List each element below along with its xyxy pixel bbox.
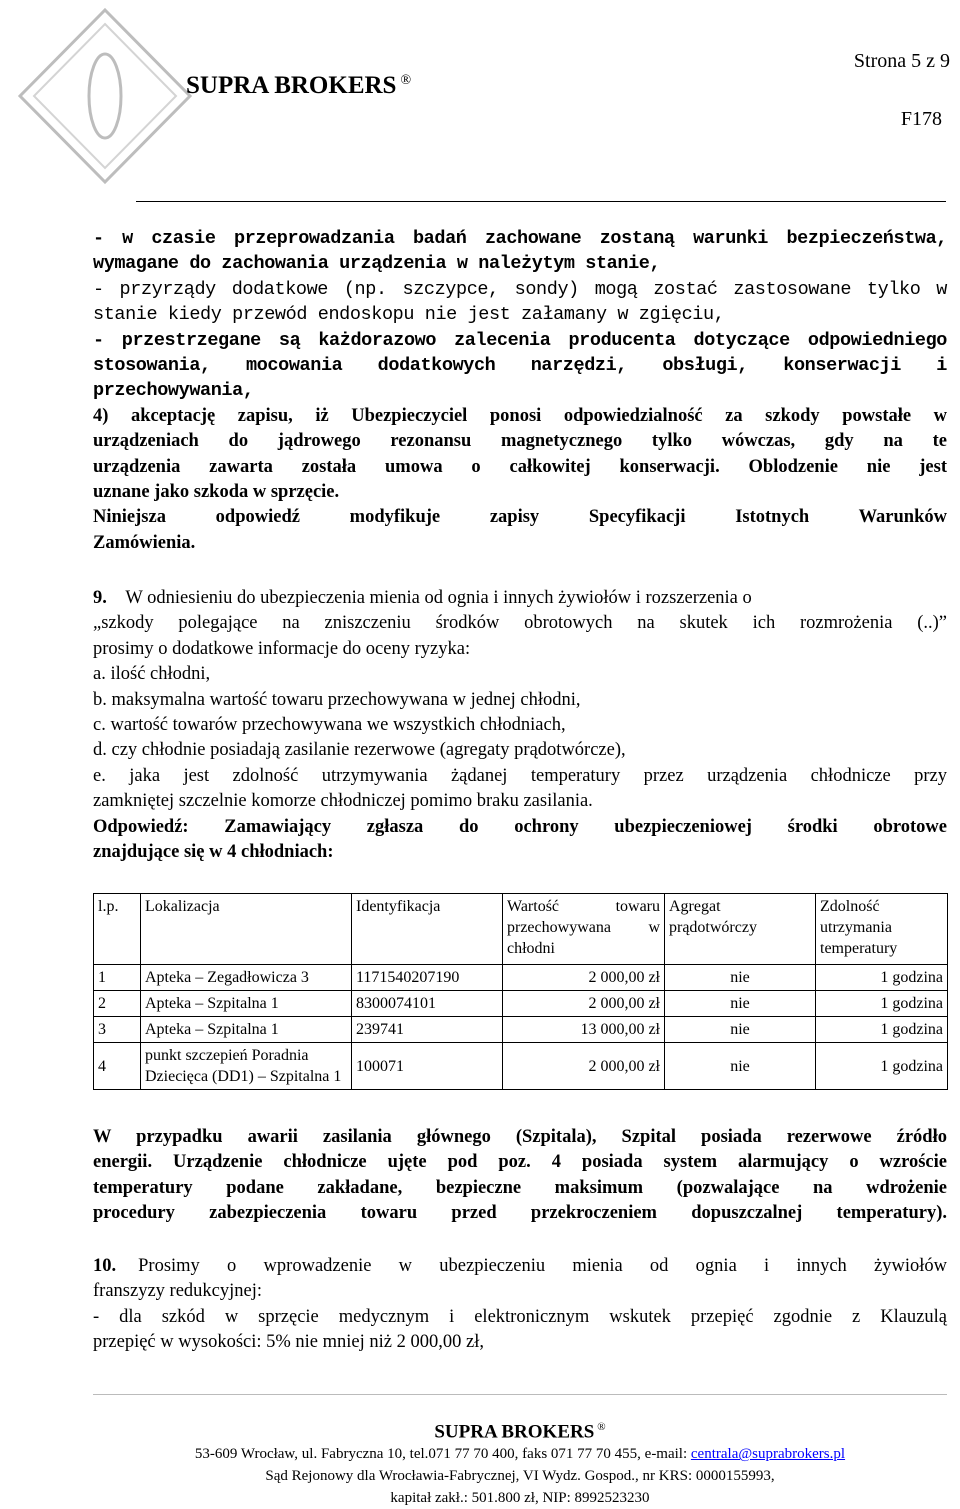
note-line: W przypadku awarii zasilania głównego (Szpitala), Szpital posiada rezerwowe źródło: [93, 1127, 947, 1147]
table-cell: 2 000,00 zł: [503, 965, 665, 991]
table-cell: 8300074101: [352, 991, 503, 1017]
table-cell: Apteka – Szpitalna 1: [141, 1017, 352, 1043]
question-9: [93, 586, 947, 865]
email-link[interactable]: centrala@suprabrokers.pl: [690, 1446, 846, 1463]
question-text: franszyzy redukcyjnej:: [93, 1281, 262, 1302]
list-item: c. wartość towarów przechowywana we wszystkich chłodniach,: [93, 715, 566, 736]
question-text: „szkody polegające na zniszczeniu środków obrotowych na skutek ich rozmrożenia (..)”: [93, 613, 947, 634]
list-item: a. ilość chłodni,: [93, 664, 211, 685]
table-cell: nie: [665, 1017, 816, 1043]
intro-block: [93, 226, 947, 556]
power-note: [93, 1125, 947, 1227]
document-code: F178: [900, 108, 942, 130]
table-cell: 2 000,00 zł: [503, 1043, 665, 1090]
table-row: [94, 1017, 948, 1043]
table-header: Wartość towaru przechowywana w chłodni: [503, 894, 665, 965]
answer-text: znajdujące się w 4 chłodniach:: [93, 842, 334, 863]
page-number: Strona 5 z 9: [853, 50, 950, 72]
intro-line: - przyrządy dodatkowe (np. szczypce, sondy) mogą zostać zastosowane tylko w: [93, 278, 947, 300]
footer-capital: kapitał zakł.: 501.800 zł, NIP: 8992523230: [390, 1490, 650, 1507]
table-cell: 1 godzina: [816, 991, 948, 1017]
intro-line: wymagane do zachowania urządzenia w należytym stanie,: [93, 253, 661, 275]
table-cell: 1 godzina: [816, 1017, 948, 1043]
intro-line: stanie kiedy przewód endoskopu nie jest załamany w zgięciu,: [93, 304, 725, 326]
intro-line: Zamówienia.: [93, 532, 196, 553]
table-header: Identyfikacja: [352, 894, 503, 965]
table-cell: 2: [94, 991, 141, 1017]
question-text: prosimy o dodatkowe informacje do oceny ryzyka:: [93, 638, 471, 659]
table-cell: 1171540207190: [352, 965, 503, 991]
question-text: - dla szkód w sprzęcie medycznym i elektronicznym wskutek przepięć zgodnie z Klauzulą: [93, 1306, 947, 1327]
intro-line: - przestrzegane są każdorazowo zalecenia producenta dotyczące odpowiedniego: [93, 329, 947, 351]
table-header: Zdolność utrzymania temperatury: [816, 894, 948, 965]
table-cell: 239741: [352, 1017, 503, 1043]
list-item: d. czy chłodnie posiadają zasilanie rezerwowe (agregaty prądotwórcze),: [93, 740, 626, 761]
table-header: Agregat prądotwórczy: [665, 894, 816, 965]
intro-line: - w czasie przeprowadzania badań zachowane zostaną warunki bezpieczeństwa,: [93, 228, 947, 249]
storage-table: [93, 893, 948, 1090]
table-cell: nie: [665, 1043, 816, 1090]
table-cell: nie: [665, 991, 816, 1017]
footer-brand: SUPRA BROKERS ®: [434, 1421, 606, 1443]
question-text: zamkniętej szczelnie komorze chłodniczej pomimo braku zasilania.: [93, 791, 593, 812]
footer-address: 53-609 Wrocław, ul. Fabryczna 10, tel.071 77 70 400, faks 071 77 70 455, e-mail: centrala@suprabrokers.pl: [194, 1446, 846, 1463]
intro-line: uznane jako szkoda w sprzęcie.: [93, 482, 340, 503]
table-cell: punkt szczepień Poradnia Dziecięca (DD1) – Szpitalna 1: [141, 1043, 352, 1090]
intro-line: przechowywania,: [93, 380, 254, 402]
question-number: 9.: [93, 588, 107, 608]
footer-divider: [93, 1394, 947, 1395]
question-text: przepięć w wysokości: 5% nie mniej niż 2 000,00 zł,: [93, 1332, 484, 1353]
table-header: l.p.: [94, 894, 141, 965]
header-brand: SUPRA BROKERS ®: [186, 72, 412, 99]
question-text: Prosimy o wprowadzenie w ubezpieczeniu mienia od ognia i innych żywiołów: [138, 1256, 947, 1276]
table-row: [94, 1043, 948, 1090]
table-row: [94, 965, 948, 991]
note-line: energii. Urządzenie chłodnicze ujęte pod poz. 4 posiada system alarmujący o wzroście: [93, 1152, 947, 1173]
table-cell: 3: [94, 1017, 141, 1043]
table-cell: Apteka – Szpitalna 1: [141, 991, 352, 1017]
question-text: W odniesieniu do ubezpieczenia mienia od ognia i innych żywiołów i rozszerzenia o: [125, 588, 752, 608]
table-cell: 1: [94, 965, 141, 991]
table-cell: 1 godzina: [816, 965, 948, 991]
table-row: [94, 991, 948, 1017]
intro-line: urządzeniach do jądrowego rezonansu magnetycznego tylko wówczas, gdy na te: [93, 431, 947, 452]
intro-line: 4) akceptację zapisu, iż Ubezpieczyciel ponosi odpowiedzialność za szkody powstałe w: [93, 405, 947, 426]
footer-court: Sąd Rejonowy dla Wrocławia-Fabrycznej, VI Wydz. Gospod., nr KRS: 0000155993,: [265, 1468, 775, 1485]
list-item: b. maksymalna wartość towaru przechowywana w jednej chłodni,: [93, 689, 581, 710]
question-number: 10.: [93, 1256, 117, 1276]
table-cell: Apteka – Zegadłowicza 3: [141, 965, 352, 991]
table-header: Lokalizacja: [141, 894, 352, 965]
answer-text: Odpowiedź: Zamawiający zgłasza do ochrony ubezpieczeniowej środki obrotowe: [93, 816, 947, 837]
intro-line: Niniejsza odpowiedź modyfikuje zapisy Specyfikacji Istotnych Warunków: [93, 507, 947, 528]
table-cell: 1 godzina: [816, 1043, 948, 1090]
table-cell: 2 000,00 zł: [503, 991, 665, 1017]
table-cell: nie: [665, 965, 816, 991]
table-cell: 4: [94, 1043, 141, 1090]
note-line: procedury zabezpieczenia towaru przed przekroczeniem dopuszczalnej temperatury).: [93, 1203, 947, 1224]
intro-line: stosowania, mocowania dodatkowych narzędzi, obsługi, konserwacji i: [93, 355, 947, 377]
intro-line: urządzenia zawarta została umowa o całkowitej konserwacji. Oblodzenie nie jest: [93, 456, 947, 477]
note-line: temperatury podane zakładane, bezpieczne maksimum (pozwalające na wdrożenie: [93, 1177, 947, 1198]
company-logo: [14, 4, 196, 188]
table-cell: 100071: [352, 1043, 503, 1090]
header-divider: [136, 201, 946, 202]
table-header-row: [94, 894, 948, 965]
list-item: e. jaka jest zdolność utrzymywania żądanej temperatury przez urządzenia chłodnicze przy: [93, 765, 947, 786]
table-cell: 13 000,00 zł: [503, 1017, 665, 1043]
question-10: [93, 1254, 947, 1356]
footer: [93, 1416, 947, 1509]
